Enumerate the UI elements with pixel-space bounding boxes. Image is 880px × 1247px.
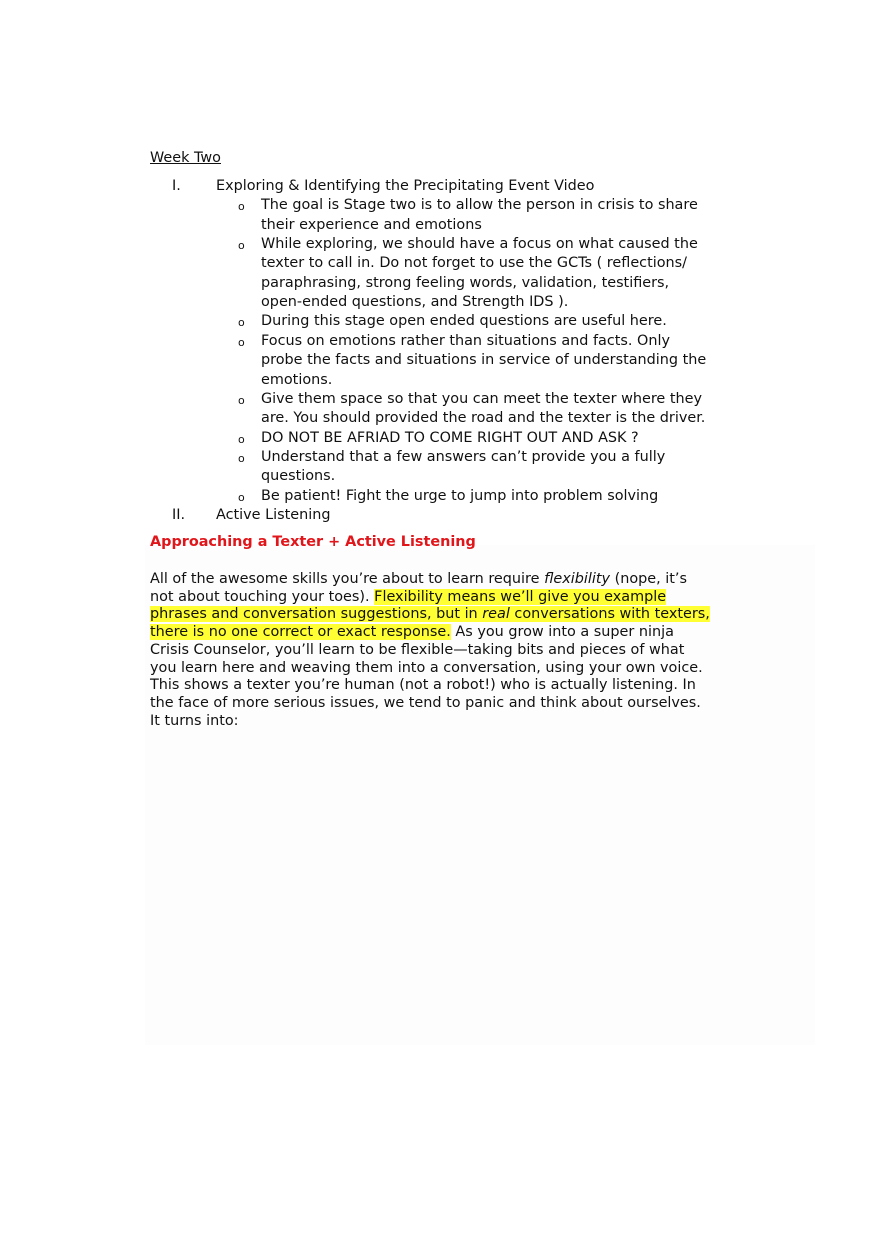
section-heading: Approaching a Texter + Active Listening (150, 534, 476, 550)
bullet-text: are. You should provided the road and the texter is the driver. (261, 410, 706, 427)
bullet-text: emotions. (261, 371, 333, 388)
bullet-icon: o (238, 200, 245, 214)
section-item: Exploring & Identifying the Precipitating Event Video (216, 178, 595, 194)
bullet-text: While exploring, we should have a focus on what caused the (261, 236, 698, 253)
bullet-text: Give them space so that you can meet the texter where they (261, 390, 702, 407)
bullet-text: Understand that a few answers can’t provide you a fully (261, 448, 666, 465)
text-span: It turns into: (150, 712, 239, 729)
paragraph-line (150, 712, 239, 731)
bullet-icon: o (238, 490, 245, 504)
paragraph-line (150, 659, 703, 678)
bullet-text: texter to call in. Do not forget to use the GCTs ( reflections/ (261, 255, 687, 272)
paragraph-line (150, 588, 666, 607)
bullet-text: open-ended questions, and Strength IDS ). (261, 294, 569, 311)
bullet-icon: o (238, 451, 245, 465)
paragraph-line (150, 623, 674, 642)
section-number: I. (172, 178, 181, 194)
bullet-text: DO NOT BE AFRIAD TO COME RIGHT OUT AND ASK ? (261, 429, 639, 446)
bullet-icon: o (238, 239, 245, 253)
text-span: Crisis Counselor, you’ll learn to be flexible—taking bits and pieces of what (150, 641, 685, 658)
highlighted-text: real (482, 606, 510, 623)
text-span: flexibility (544, 571, 611, 587)
bullet-icon: o (238, 335, 245, 349)
text-span: This shows a texter you’re human (not a robot!) who is actually listening. In (150, 677, 696, 694)
bullet-text: questions. (261, 468, 336, 485)
paragraph-line (150, 676, 696, 695)
bullet-text: The goal is Stage two is to allow the person in crisis to share (261, 197, 698, 214)
paragraph-line (150, 694, 701, 713)
bullet-text: probe the facts and situations in service of understanding the (261, 352, 707, 369)
bullet-icon: o (238, 316, 245, 330)
bullet-text: During this stage open ended questions are useful here. (261, 313, 667, 330)
page-title: Week Two (150, 150, 221, 166)
section-item: Active Listening (216, 506, 331, 523)
text-span: (nope, it’s (610, 571, 687, 587)
text-span: As you grow into a super ninja (450, 624, 674, 641)
text-span: you learn here and weaving them into a conversation, using your own voice. (150, 659, 703, 676)
text-span: not about touching your toes). (150, 588, 375, 605)
paragraph-line (150, 641, 684, 660)
highlighted-text: there is no one correct or exact response. (150, 624, 451, 641)
paragraph-line (150, 605, 710, 624)
highlighted-text: phrases and conversation suggestions, but in (150, 606, 483, 623)
bullet-text: Focus on emotions rather than situations and facts. Only (261, 332, 671, 349)
bullet-text: paraphrasing, strong feeling words, validation, testifiers, (261, 274, 670, 291)
highlighted-text: conversations with texters, (509, 606, 710, 623)
text-span: the face of more serious issues, we tend to panic and think about ourselves. (150, 694, 701, 711)
highlighted-text: Flexibility means we’ll give you example (374, 588, 667, 605)
bullet-icon: o (238, 432, 245, 446)
section-number: II. (172, 506, 186, 523)
bullet-text: Be patient! Fight the urge to jump into problem solving (261, 487, 659, 504)
bullet-text: their experience and emotions (261, 216, 482, 233)
text-span: All of the awesome skills you’re about to learn require (150, 571, 545, 587)
bullet-icon: o (238, 393, 245, 407)
paragraph-line (150, 570, 687, 589)
